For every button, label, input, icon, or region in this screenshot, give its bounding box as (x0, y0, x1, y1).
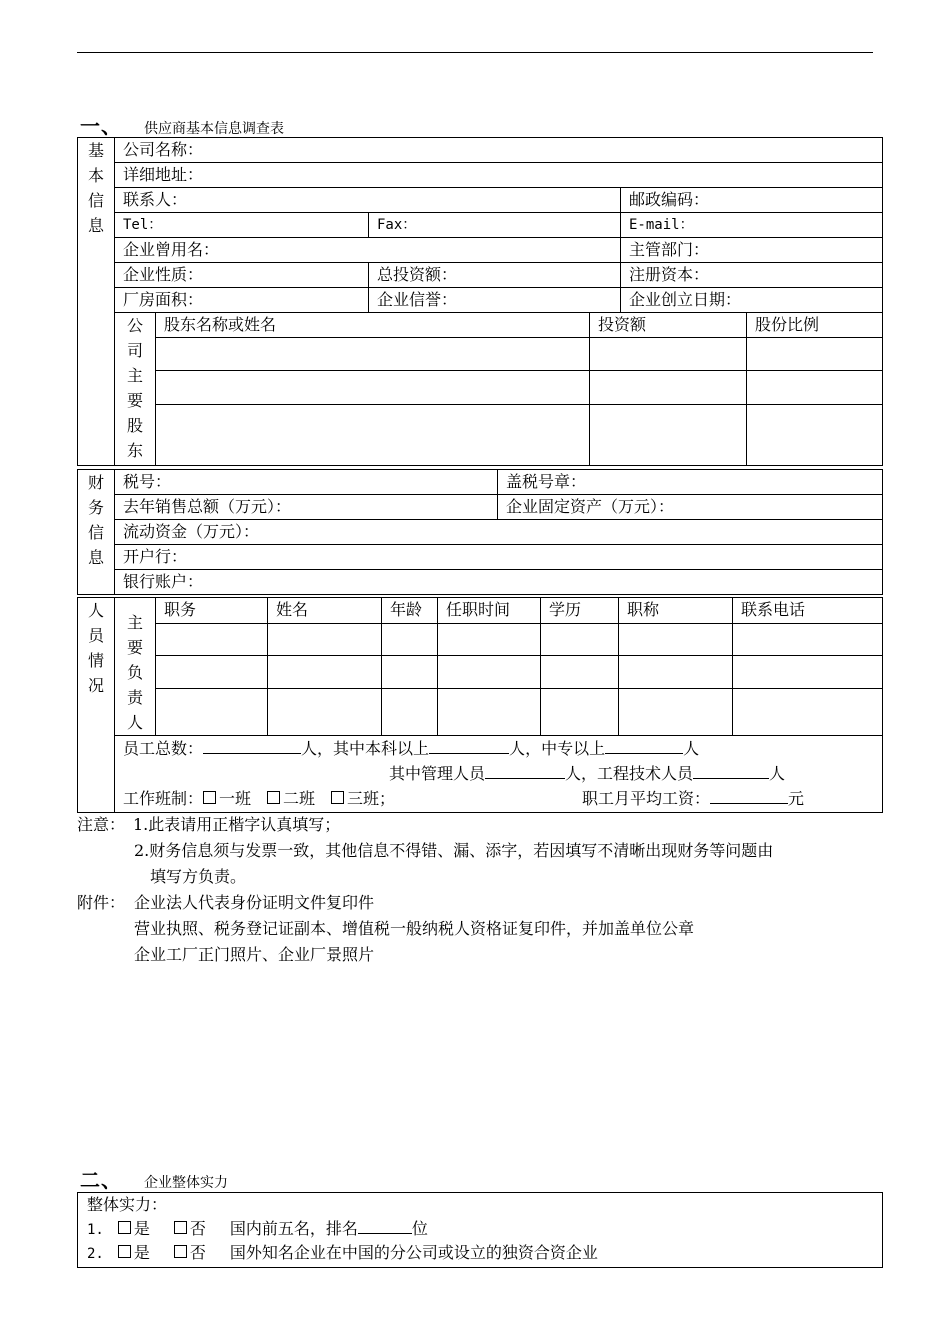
finance-table (77, 469, 883, 595)
leader-cell[interactable] (382, 688, 438, 735)
engineers-label: ，工程技术人员 (581, 764, 694, 783)
leader-cell[interactable] (619, 656, 733, 689)
leader-cell[interactable] (619, 623, 733, 656)
leader-cell[interactable] (382, 623, 438, 656)
col-header-title: 职称 (619, 598, 733, 624)
section1-title: 供应商基本信息调查表 (144, 121, 284, 137)
shareholder-header-ratio: 股份比例 (747, 313, 883, 338)
note-1: 1.此表请用正楷字认真填写； (133, 815, 341, 834)
nature-field[interactable]: 企业性质： (115, 263, 369, 288)
shift3-checkbox[interactable] (331, 791, 344, 804)
bank-account-field[interactable]: 银行账户： (115, 570, 883, 595)
notes-block (77, 812, 882, 968)
section1-number: 一、 (80, 114, 122, 138)
bank-field[interactable]: 开户行： (115, 545, 883, 570)
person-unit: 人 (565, 764, 582, 783)
total-investment-field[interactable]: 总投资额： (369, 263, 621, 288)
bachelor-label: ，其中本科以上 (317, 739, 430, 758)
shift-label: 工作班制： (123, 789, 204, 808)
attachment-3: 企业工厂正门照片、企业厂景照片 (134, 945, 375, 964)
shareholder-cell[interactable] (156, 338, 590, 371)
plant-area-field[interactable]: 厂房面积： (115, 288, 369, 313)
section2-heading (80, 1170, 228, 1190)
bachelor-blank[interactable] (429, 737, 509, 754)
shareholder-cell[interactable] (590, 405, 747, 466)
item1-yes-label: 是 (133, 1219, 150, 1238)
section1-heading (80, 116, 284, 136)
col-header-age: 年龄 (382, 598, 438, 624)
col-header-name: 姓名 (268, 598, 382, 624)
item1-no-checkbox[interactable] (174, 1221, 187, 1234)
avg-wage-blank[interactable] (710, 787, 788, 804)
shift1-label: 一班 (219, 789, 252, 808)
shareholder-header-name: 股东名称或姓名 (156, 313, 590, 338)
shareholder-cell[interactable] (747, 338, 883, 371)
leaders-label: 主要负责人 (115, 598, 156, 736)
leader-cell[interactable] (438, 656, 541, 689)
item2-yes-checkbox[interactable] (118, 1245, 131, 1258)
shareholder-cell[interactable] (590, 371, 747, 405)
person-unit: 人 (509, 739, 526, 758)
section2-title: 企业整体实力 (144, 1175, 228, 1191)
item2-text: 国外知名企业在中国的分公司或设立的独资合资企业 (229, 1243, 598, 1262)
address-field[interactable]: 详细地址： (115, 163, 883, 188)
item2-number: 2. (87, 1246, 104, 1262)
item1-number: 1. (87, 1222, 104, 1238)
total-staff-blank[interactable] (203, 737, 301, 754)
finance-info-label: 财务信息 (78, 470, 115, 595)
leader-cell[interactable] (268, 688, 382, 735)
company-name-field[interactable]: 公司名称： (115, 138, 883, 163)
registered-capital-field[interactable]: 注册资本： (621, 263, 883, 288)
former-name-field[interactable]: 企业曾用名： (115, 238, 621, 263)
management-label: 其中管理人员 (389, 764, 486, 783)
leader-cell[interactable] (733, 688, 883, 735)
reputation-field[interactable]: 企业信誉： (369, 288, 621, 313)
postcode-field[interactable]: 邮政编码： (621, 188, 883, 213)
shift2-checkbox[interactable] (267, 791, 280, 804)
leader-cell[interactable] (619, 688, 733, 735)
shift1-checkbox[interactable] (203, 791, 216, 804)
item1-no-label: 否 (189, 1219, 206, 1238)
leader-cell[interactable] (156, 623, 268, 656)
working-capital-field[interactable]: 流动资金（万元）： (115, 520, 883, 545)
notes-label: 注意： (77, 815, 126, 834)
overall-label: 整体实力： (87, 1195, 168, 1214)
fax-field[interactable]: Fax： (369, 213, 621, 238)
leader-cell[interactable] (438, 688, 541, 735)
contact-person-field[interactable]: 联系人： (115, 188, 621, 213)
note-2-cont: 填写方负责。 (150, 867, 247, 886)
person-unit: 人 (301, 739, 318, 758)
authority-field[interactable]: 主管部门： (621, 238, 883, 263)
shareholder-cell[interactable] (590, 338, 747, 371)
note-2: 2.财务信息须与发票一致，其他信息不得错、漏、添字，若因填写不清晰出现财务等问题由 (134, 841, 774, 860)
shift3-label: 三班； (347, 789, 396, 808)
leader-cell[interactable] (268, 623, 382, 656)
shareholder-cell[interactable] (156, 371, 590, 405)
leader-cell[interactable] (733, 623, 883, 656)
email-field[interactable]: E-mail： (621, 213, 883, 238)
col-header-education: 学历 (541, 598, 619, 624)
basic-info-label: 基本信息 (78, 138, 115, 466)
shareholder-header-investment: 投资额 (590, 313, 747, 338)
avg-wage-label: 职工月平均工资： (582, 789, 711, 808)
attachment-2: 营业执照、税务登记证副本、增值税一般纳税人资格证复印件，并加盖单位公章 (134, 919, 695, 938)
leader-cell[interactable] (382, 656, 438, 689)
tax-number-field[interactable]: 税号： (115, 470, 498, 495)
shareholder-cell[interactable] (156, 405, 590, 466)
tax-seal-field[interactable]: 盖税号章： (498, 470, 883, 495)
tel-field[interactable]: Tel： (115, 213, 369, 238)
leader-cell[interactable] (438, 623, 541, 656)
item2-no-label: 否 (189, 1243, 206, 1262)
yuan-unit: 元 (788, 789, 805, 808)
leader-cell[interactable] (733, 656, 883, 689)
item2-no-checkbox[interactable] (174, 1245, 187, 1258)
col-header-phone: 联系电话 (733, 598, 883, 624)
secondary-label: ，中专以上 (525, 739, 606, 758)
person-unit: 人 (683, 739, 700, 758)
leader-cell[interactable] (541, 656, 619, 689)
leader-cell[interactable] (541, 688, 619, 735)
leader-cell[interactable] (268, 656, 382, 689)
shift2-label: 二班 (283, 789, 316, 808)
top-rule (77, 52, 873, 53)
overall-item-1 (78, 1217, 882, 1241)
section2-number: 二、 (80, 1168, 122, 1192)
last-year-sales-field[interactable]: 去年销售总额（万元）： (115, 495, 498, 520)
staff-summary (115, 736, 883, 813)
item1-unit: 位 (411, 1219, 428, 1238)
personnel-label: 人员情况 (78, 598, 115, 813)
supplier-info-table (77, 137, 883, 466)
overall-strength-box (77, 1192, 883, 1268)
engineers-blank[interactable] (693, 762, 769, 779)
col-header-position: 职务 (156, 598, 268, 624)
col-header-tenure: 任职时间 (438, 598, 541, 624)
item2-yes-label: 是 (133, 1243, 150, 1262)
item1-text: 国内前五名，排名 (229, 1219, 358, 1238)
item1-yes-checkbox[interactable] (118, 1221, 131, 1234)
leader-cell[interactable] (156, 656, 268, 689)
overall-item-2 (78, 1241, 882, 1265)
founded-date-field[interactable]: 企业创立日期： (621, 288, 883, 313)
management-blank[interactable] (485, 762, 565, 779)
secondary-blank[interactable] (605, 737, 683, 754)
shareholder-cell[interactable] (747, 371, 883, 405)
shareholder-cell[interactable] (747, 405, 883, 466)
attachment-1: 企业法人代表身份证明文件复印件 (134, 893, 375, 912)
shareholders-label: 公司主要股东 (115, 313, 156, 466)
person-unit: 人 (769, 764, 786, 783)
leader-cell[interactable] (541, 623, 619, 656)
rank-blank[interactable] (358, 1217, 412, 1234)
leader-cell[interactable] (156, 688, 268, 735)
attachments-label: 附件： (77, 893, 126, 912)
personnel-table (77, 597, 883, 813)
fixed-assets-field[interactable]: 企业固定资产（万元）： (498, 495, 883, 520)
total-staff-label: 员工总数： (123, 739, 204, 758)
